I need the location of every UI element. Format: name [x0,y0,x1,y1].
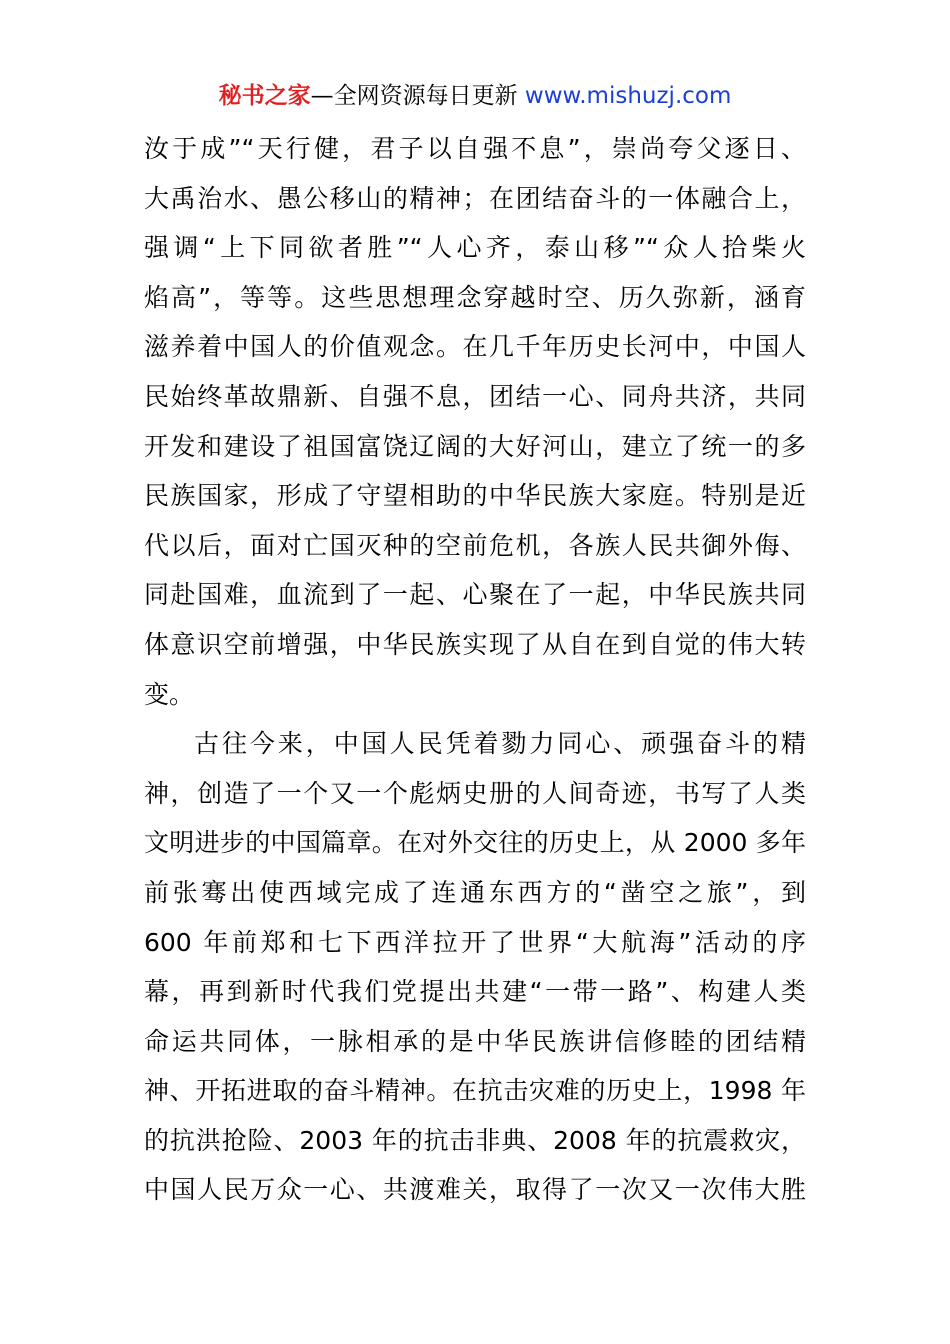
paragraph [144,124,806,719]
text-line: 神，创造了一个又一个彪炳史册的人间奇迹，书写了人类 [144,778,806,808]
text-line: 幕，再到新时代我们党提出共建“一带一路”、构建人类 [144,977,806,1007]
text-line: 民始终革故鼎新、自强不息，团结一心、同舟共济，共同 [144,381,806,411]
text-line: 变。 [144,679,195,709]
site-url-link[interactable]: www.mishuzj.com [524,83,732,109]
text-line: 前张骞出使西域完成了连通东西方的“凿空之旅”，到 [144,877,806,907]
text-line: 古往今来，中国人民凭着勠力同心、顽强奋斗的精 [194,729,806,759]
text-line: 命运共同体，一脉相承的是中华民族讲信修睦的团结精 [144,1026,806,1056]
text-line: 体意识空前增强，中华民族实现了从自在到自觉的伟大转 [144,629,806,659]
text-line: 汝于成”“天行健，君子以自强不息”，崇尚夸父逐日、 [144,134,806,163]
site-tagline: —全网资源每日更新 [310,83,518,109]
paragraph [144,719,806,1215]
site-header [0,80,950,112]
text-line: 大禹治水、愚公移山的精神；在团结奋斗的一体融合上， [144,183,806,213]
text-line: 民族国家，形成了守望相助的中华民族大家庭。特别是近 [144,481,806,511]
text-line: 文明进步的中国篇章。在对外交往的历史上，从 2000 多年 [144,828,806,858]
text-line: 神、开拓进取的奋斗精神。在抗击灾难的历史上，1998 年 [144,1076,806,1106]
text-line: 滋养着中国人的价值观念。在几千年历史长河中，中国人 [144,332,806,362]
text-line: 同赴国难，血流到了一起、心聚在了一起，中华民族共同 [144,580,806,610]
text-line: 焰高”，等等。这些思想理念穿越时空、历久弥新，涵育 [144,282,806,312]
text-line: 600 年前郑和七下西洋拉开了世界“大航海”活动的序 [144,927,806,957]
text-line: 强调“上下同欲者胜”“人心齐，泰山移”“众人拾柴火 [144,233,806,263]
document-body [144,124,806,1215]
text-line: 开发和建设了祖国富饶辽阔的大好河山，建立了统一的多 [144,431,806,461]
site-brand: 秘书之家 [218,83,311,109]
text-line: 中国人民万众一心、共渡难关，取得了一次又一次伟大胜 [144,1175,806,1205]
text-line: 的抗洪抢险、2003 年的抗击非典、2008 年的抗震救灾， [144,1125,806,1155]
text-line: 代以后，面对亡国灭种的空前危机，各族人民共御外侮、 [144,530,806,560]
